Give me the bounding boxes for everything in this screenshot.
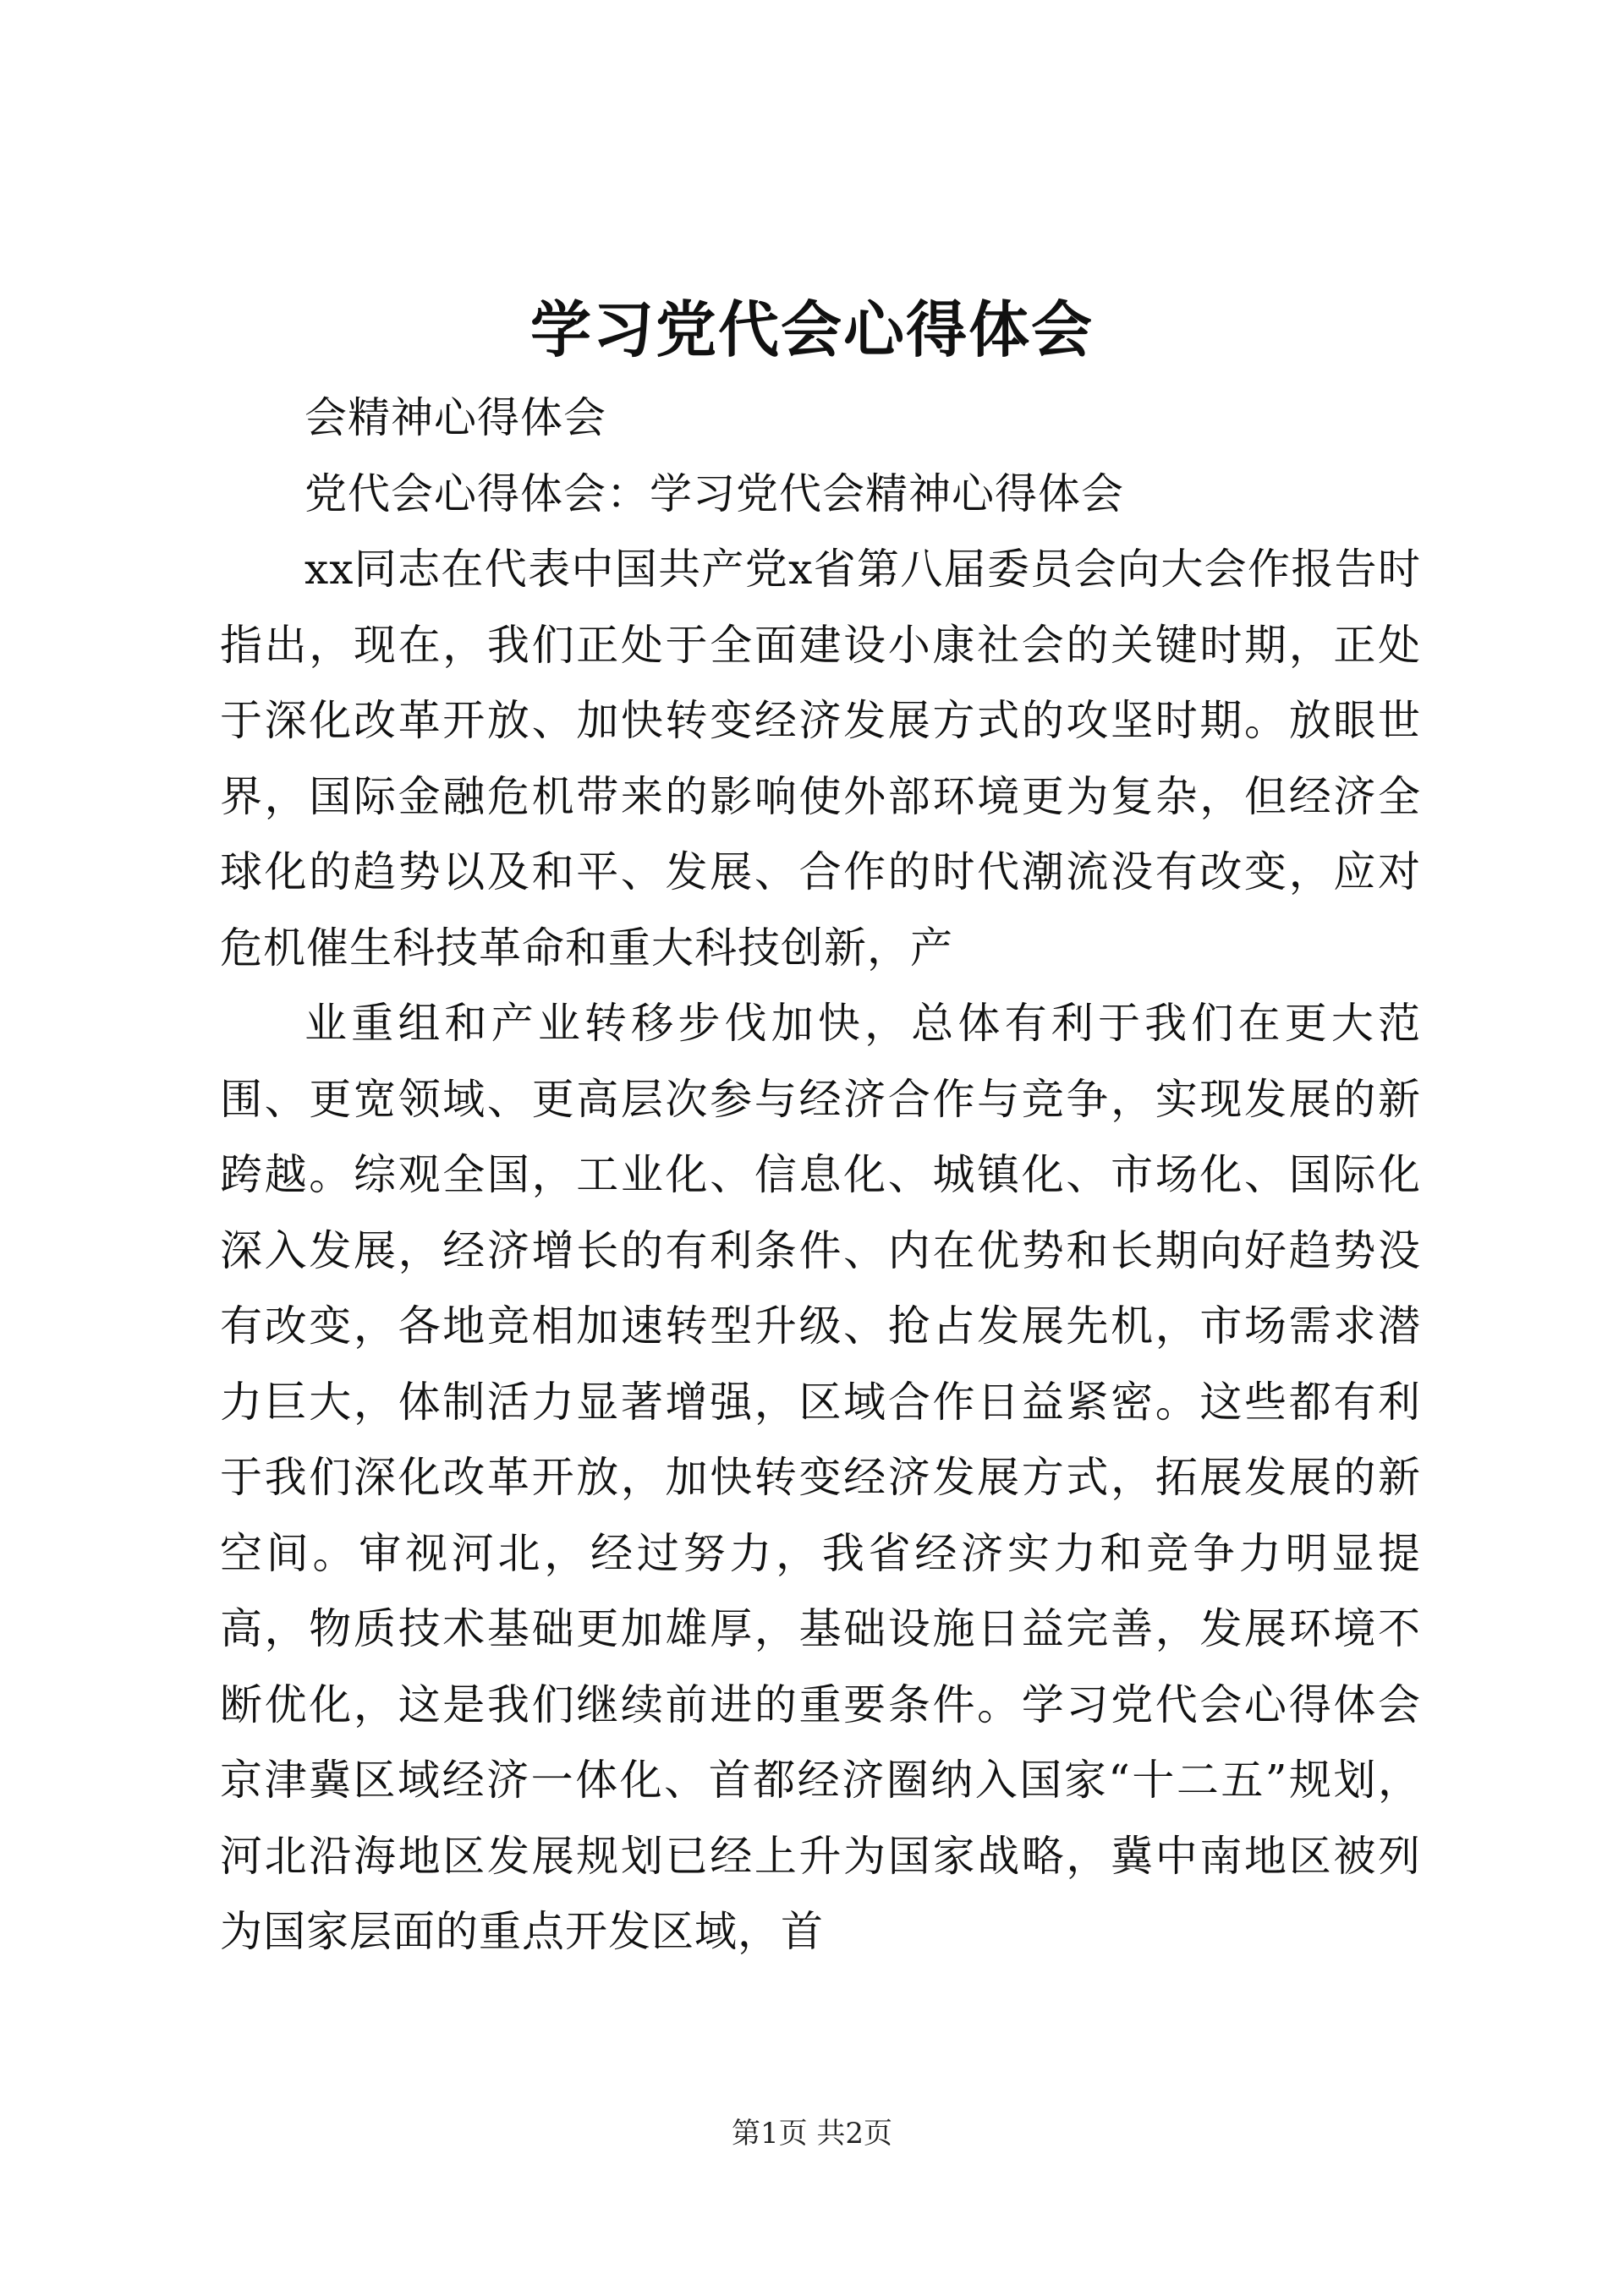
page-footer xyxy=(0,2112,1624,2155)
paragraph-subtitle: 会精神心得体会 xyxy=(304,393,606,442)
paragraph-heading: 党代会心得体会：学习党代会精神心得体会 xyxy=(304,469,1124,518)
document-body xyxy=(220,381,1421,1970)
page-number: 第1页 共2页 xyxy=(731,2117,893,2151)
document-title: 学习党代会心得体会 xyxy=(529,293,1094,365)
paragraph-report-intro: xx同志在代表中国共产党x省第八届委员会向大会作报告时指出，现在，我们正处于全面建设小康社会的关键时期，正处于深化改革开放、加快转变经济发展方式的攻坚时期。放眼世界，国际金融危机带来的影响使外部环境更为复杂，但经济全球化的趋势以及和平、发展、合作的时代潮流没有改变，应对危机催生科技革命和重大科技创新，产 xyxy=(220,545,1421,973)
paragraph-analysis: 业重组和产业转移步伐加快，总体有利于我们在更大范围、更宽领域、更高层次参与经济合作与竞争，实现发展的新跨越。综观全国，工业化、信息化、城镇化、市场化、国际化深入发展，经济增长的有利条件、内在优势和长期向好趋势没有改变，各地竞相加速转型升级、抢占发展先机，市场需求潜力巨大，体制活力显著增强，区域合作日益紧密。这些都有利于我们深化改革开放，加快转变经济发展方式，拓展发展的新空间。审视河北，经过努力，我省经济实力和竞争力明显提高，物质技术基础更加雄厚，基础设施日益完善，发展环境不断优化，这是我们继续前进的重要条件。学习党代会心得体会京津冀区域经济一体化、首都经济圈纳入国家“十二五”规划，河北沿海地区发展规划已经上升为国家战略，冀中南地区被列为国家层面的重点开发区域，首 xyxy=(220,999,1421,1956)
